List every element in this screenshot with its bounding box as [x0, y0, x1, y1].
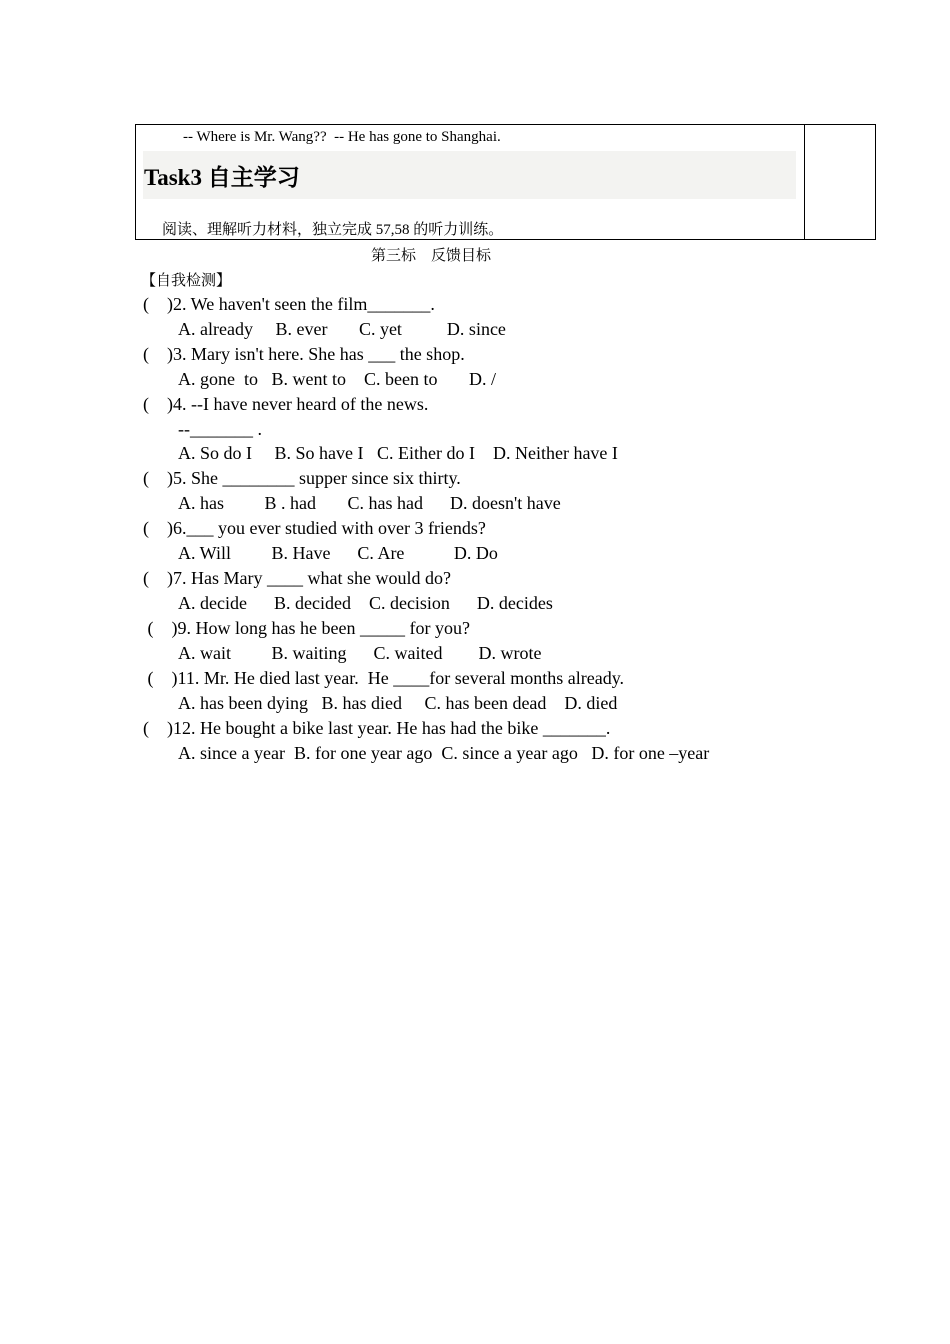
- task-instruction: 阅读、理解听力材料，独立完成 57,58 的听力训练。: [162, 222, 504, 238]
- question-options: A. So do I B. So have I C. Either do I D. Neither have I: [178, 443, 618, 463]
- question-options: A. decide B. decided C. decision D. decides: [178, 593, 553, 613]
- question-options: A. since a year B. for one year ago C. since a year ago D. for one –year: [178, 743, 710, 763]
- question-options: A. wait B. waiting C. waited D. wrote: [178, 643, 542, 663]
- question-stem-reply: --_______ .: [178, 419, 262, 439]
- question-options: A. gone to B. went to C. been to D. /: [178, 369, 496, 389]
- question-options: A. has been dying B. has died C. has been dead D. died: [178, 693, 618, 713]
- task-table: [135, 124, 876, 240]
- question-stem: ( )6.___ you ever studied with over 3 friends?: [143, 518, 486, 538]
- question-stem: ( )4. --I have never heard of the news.: [143, 394, 429, 414]
- question-stem: ( )2. We haven't seen the film_______.: [143, 294, 435, 314]
- question-options: A. already B. ever C. yet D. since: [178, 319, 506, 339]
- task-heading: Task3 自主学习: [144, 165, 300, 190]
- question-stem: ( )7. Has Mary ____ what she would do?: [143, 568, 451, 588]
- dialog-line: -- Where is Mr. Wang?? -- He has gone to Shanghai.: [183, 129, 501, 145]
- question-options: A. has B . had C. has had D. doesn't have: [178, 493, 561, 513]
- question-stem: ( )9. How long has he been _____ for you?: [143, 618, 470, 638]
- question-stem: ( )5. She ________ supper since six thirty.: [143, 468, 461, 488]
- question-options: A. Will B. Have C. Are D. Do: [178, 543, 498, 563]
- question-stem: ( )3. Mary isn't here. She has ___ the shop.: [143, 344, 465, 364]
- question-stem: ( )11. Mr. He died last year. He ____for several months already.: [143, 668, 625, 688]
- self-check-label: 【自我检测】: [141, 273, 232, 289]
- table-column-divider: [804, 125, 805, 239]
- question-stem: ( )12. He bought a bike last year. He has had the bike _______.: [143, 718, 611, 738]
- section-title: 第三标 反馈目标: [371, 248, 492, 264]
